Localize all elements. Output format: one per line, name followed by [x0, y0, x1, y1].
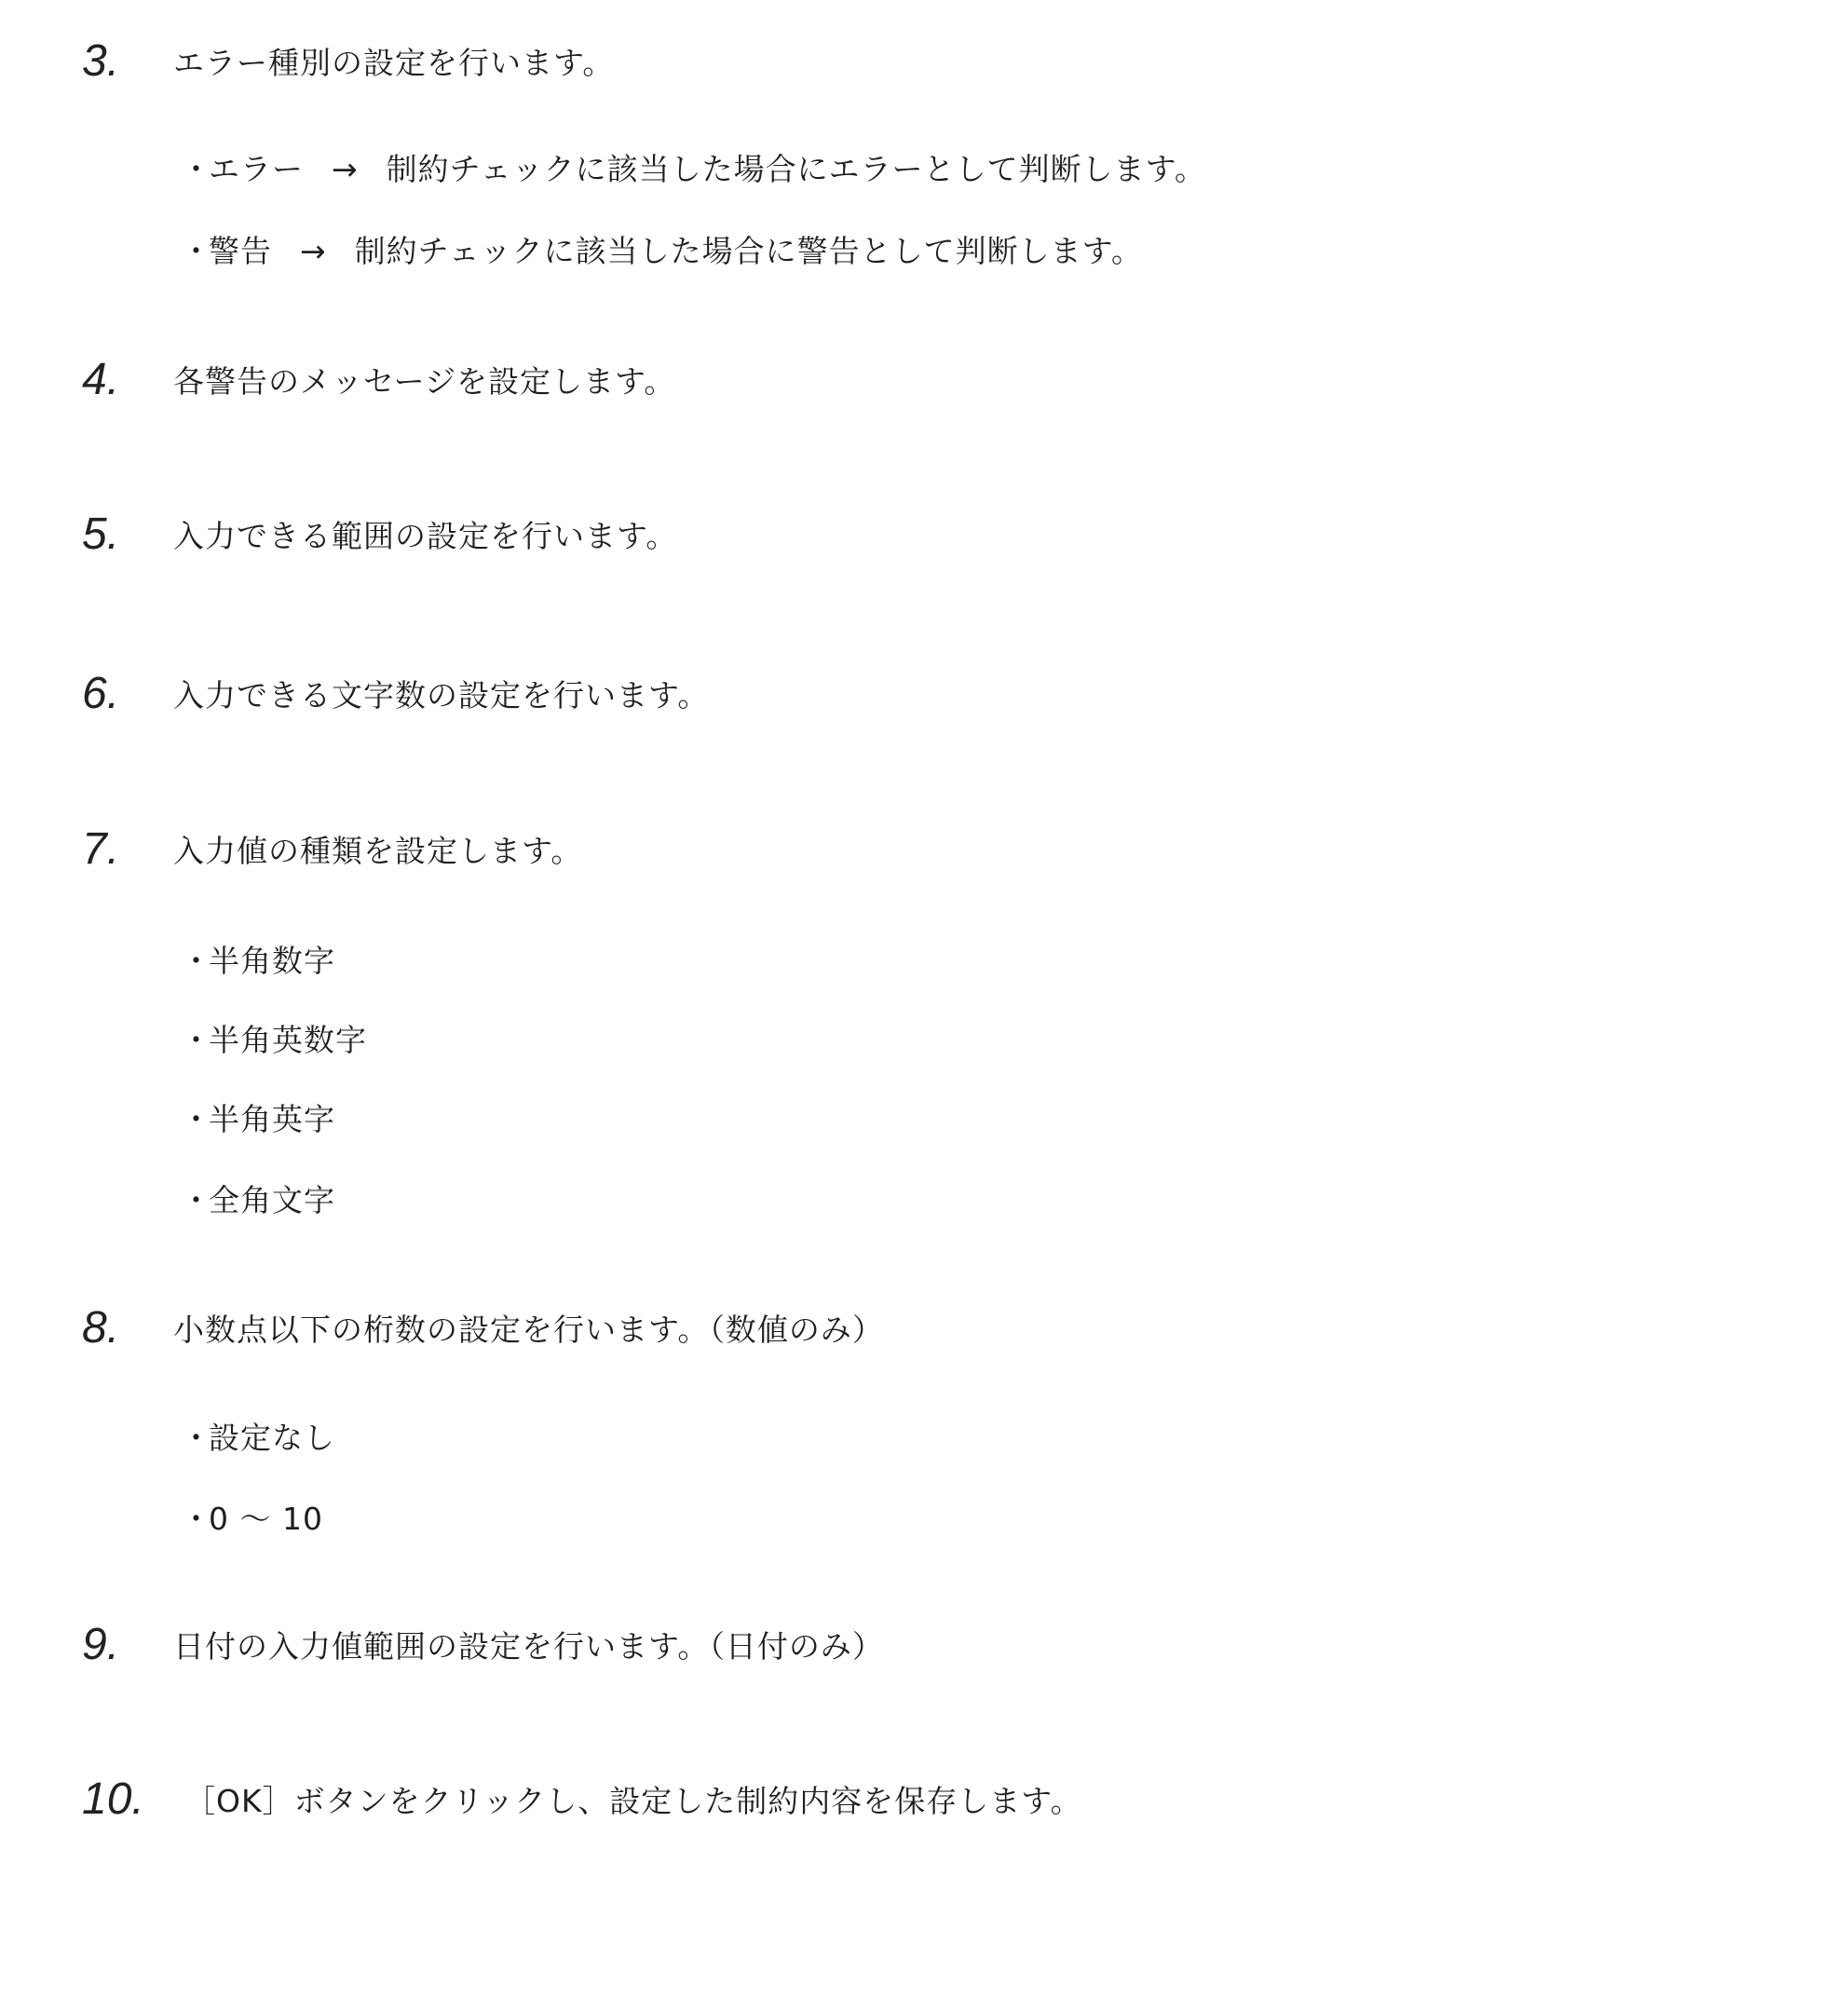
bullet-mark: ・ [181, 233, 212, 269]
step-text: ［OK］ボタンをクリックし、設定した制約内容を保存します。 [184, 1783, 1082, 1819]
step-number: 5. [82, 510, 120, 559]
bullet-label: 警告 [209, 233, 272, 269]
step-number: 10. [82, 1774, 144, 1824]
bullet-item [181, 939, 335, 984]
bullet-label: 全角文字 [209, 1182, 335, 1218]
bullet-mark: ・ [181, 1101, 212, 1137]
bullet-mark: ・ [181, 1420, 212, 1456]
step-number: 9. [82, 1620, 120, 1669]
step-text: 日付の入力値範囲の設定を行います。（日付のみ） [173, 1628, 884, 1665]
bullet-mark: ・ [181, 1182, 212, 1218]
step-3 [0, 35, 1848, 110]
step-10 [0, 1774, 1848, 1848]
step-number: 7. [82, 824, 120, 874]
arrow: → [332, 151, 359, 187]
bullet-mark: ・ [181, 1501, 212, 1537]
step-text: エラー種別の設定を行います。 [173, 45, 615, 81]
bullet-label: 0 ～ 10 [209, 1501, 323, 1537]
bullet-label: 設定なし [209, 1420, 335, 1456]
bullet-label: 半角英数字 [209, 1022, 367, 1058]
bullet-label: 半角数字 [209, 943, 335, 979]
step-text: 各警告のメッセージを設定します。 [173, 363, 676, 400]
bullet-label: エラー [209, 151, 304, 187]
step-text: 入力できる文字数の設定を行います。 [173, 677, 710, 714]
step-number: 4. [82, 355, 120, 404]
bullet-desc: 制約チェックに該当した場合に警告として判断します。 [354, 233, 1144, 269]
step-4 [0, 354, 1848, 428]
bullet-mark: ・ [181, 151, 212, 187]
step-text: 入力値の種類を設定します。 [173, 833, 583, 869]
step-6 [0, 668, 1848, 742]
bullet-item [181, 1097, 335, 1142]
bullet-item [181, 1018, 367, 1063]
bullet-item-warning [181, 229, 1143, 274]
bullet-desc: 制約チェックに該当した場合にエラーとして判断します。 [386, 151, 1207, 187]
step-9 [0, 1619, 1848, 1693]
step-7 [0, 823, 1848, 898]
step-number: 3. [82, 36, 120, 86]
bullet-item [181, 1497, 323, 1542]
bullet-item [181, 1416, 335, 1461]
bullet-item-error [181, 147, 1206, 192]
step-number: 8. [82, 1303, 120, 1353]
step-text: 入力できる範囲の設定を行います。 [173, 518, 678, 554]
bullet-mark: ・ [181, 1022, 212, 1058]
step-number: 6. [82, 669, 120, 718]
arrow: → [300, 233, 327, 269]
bullet-label: 半角英字 [209, 1101, 335, 1137]
bullet-mark: ・ [181, 943, 212, 979]
step-text: 小数点以下の桁数の設定を行います。（数値のみ） [173, 1312, 884, 1348]
step-5 [0, 509, 1848, 583]
bullet-item [181, 1178, 335, 1223]
step-8 [0, 1302, 1848, 1377]
